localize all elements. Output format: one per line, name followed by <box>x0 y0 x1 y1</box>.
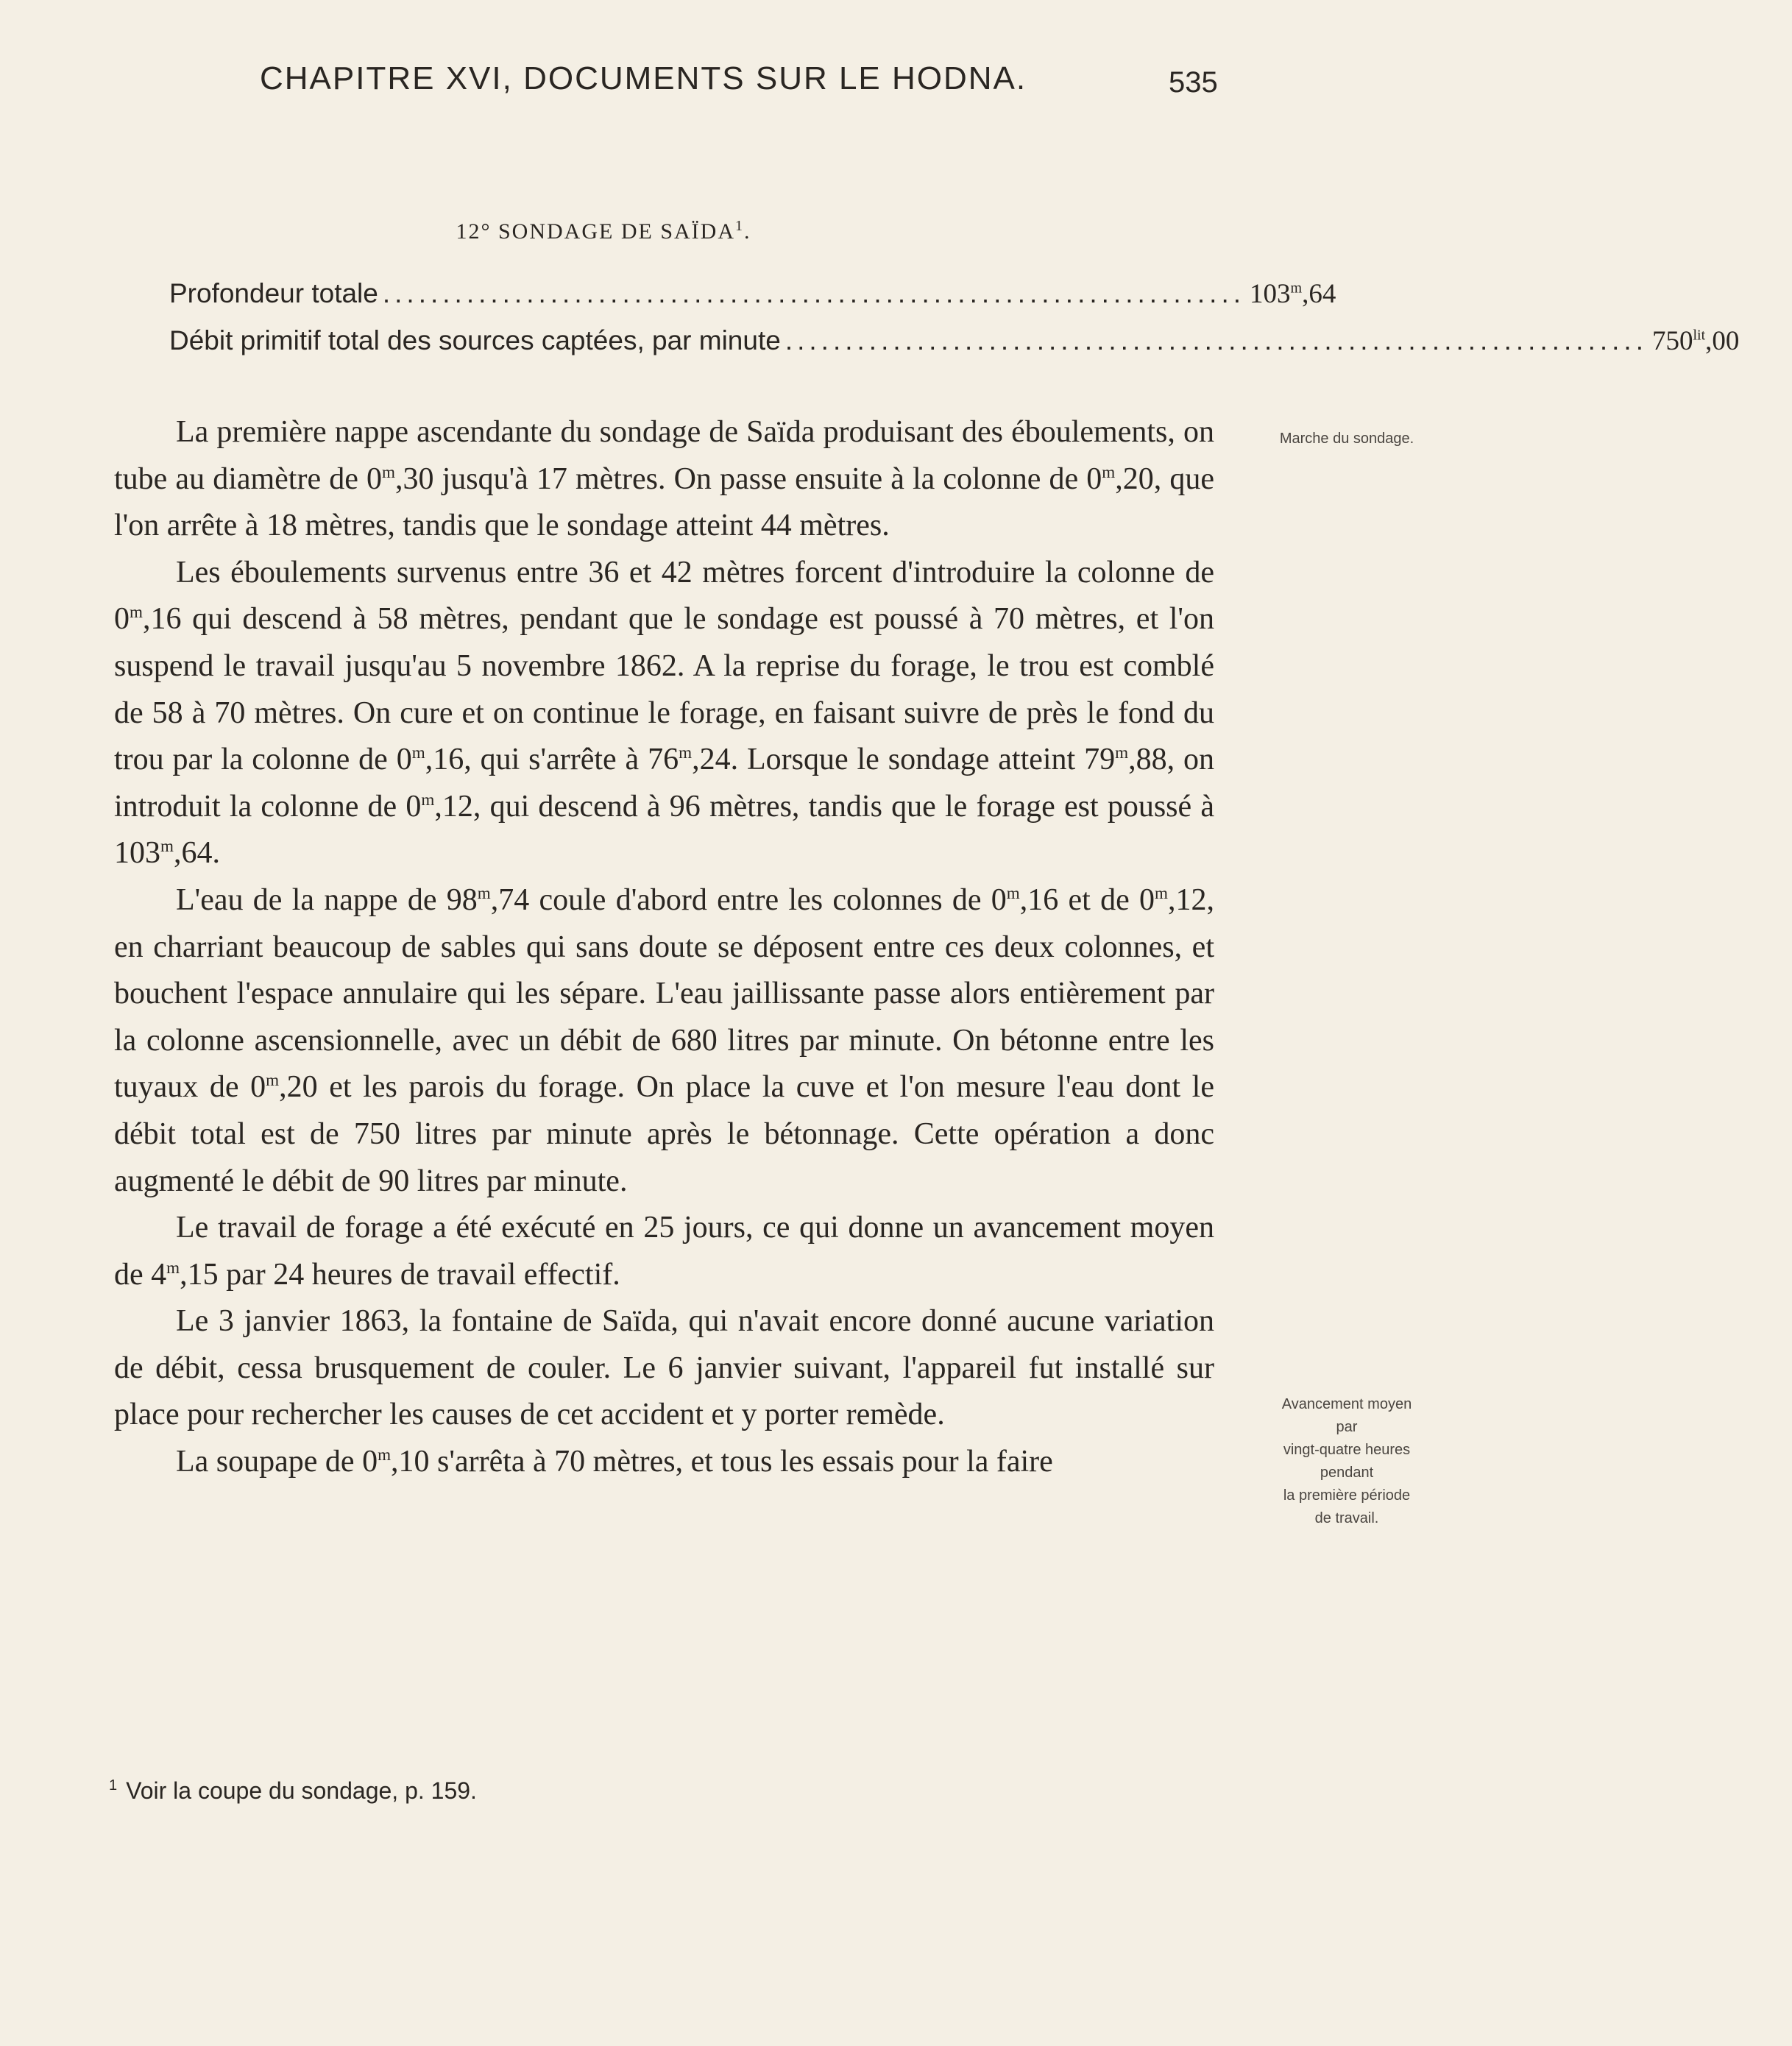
margin-note-avancement: Avancement moyen par vingt-quatre heures pendant la première période de travail. <box>1281 1396 1412 1526</box>
paragraph: La soupape de 0$^m$,10 s'arrêta à 70 mètres, et tous les essais pour la faire <box>176 1445 1053 1479</box>
paragraph: La première nappe ascendante du sondage de Saïda produisant des éboulements, on tube au diamètre de 0$^m$,30 jusqu'à 17 mètres. On passe ensuite à la colonne de 0$^m$,20, que l'on arrête à 18 mètres, tandis que le sondage atteint 44 mètres. <box>114 415 1214 543</box>
margin-note-marche: Marche du sondage. <box>1279 431 1414 447</box>
summary-value: $750^{lit},00$ <box>1651 326 1740 356</box>
paragraph: Le 3 janvier 1863, la fontaine de Saïda, qui n'avait encore donné aucune variation de débit, cessa brusquement de couler. Le 6 janvier suivant, l'appareil fut installé sur place pour rechercher les causes de cet accident et y porter remède. <box>114 1304 1214 1432</box>
section-title: 12° SONDAGE DE SAÏDA$^1$. <box>456 218 751 244</box>
running-title: CHAPITRE XVI, DOCUMENTS SUR LE HODNA. <box>260 60 1027 96</box>
summary-label: Profondeur totale <box>169 278 378 308</box>
paragraph: L'eau de la nappe de 98$^m$,74 coule d'abord entre les colonnes de 0$^m$,16 et de 0$^m$,12, en charriant beaucoup de sables qui sans doute se déposent entre ces deux colonnes, et bouchent l'espace annulaire qui les sépare. L'eau jaillissante passe alors entièrement par la colonne ascensionnelle, avec un débit de 680 litres par minute. On bétonne entre les tuyaux de 0$^m$,20 et les parois du forage. On place la cuve et l'on mesure l'eau dont le débit total est de 750 litres par minute après le bétonnage. Cette opération a donc augmenté le débit de 90 litres par minute. <box>114 882 1214 1198</box>
paragraph: Le travail de forage a été exécuté en 25 jours, ce qui donne un avancement moyen de 4$^m$,15 par 24 heures de travail effectif. <box>114 1211 1214 1292</box>
body-text <box>114 409 1214 1486</box>
paragraph: Les éboulements survenus entre 36 et 42 mètres forcent d'introduire la colonne de 0$^m$,16 qui descend à 58 mètres, pendant que le sondage est poussé à 70 mètres, et l'on suspend le travail jusqu'au 5 novembre 1862. A la reprise du forage, le trou est comblé de 58 à 70 mètres. On cure et on continue le forage, en faisant suivre de près le fond du trou par la colonne de 0$^m$,16, qui s'arrête à 76$^m$,24. Lorsque le sondage atteint 79$^m$,88, on introduit la colonne de 0$^m$,12, qui descend à 96 mètres, tandis que le forage est poussé à 103$^m$,64. <box>114 555 1215 871</box>
footnote-ref: 1 <box>735 218 744 234</box>
summary-row-depth: Profondeur totale ........................................................................ 103$^m$,64 <box>169 278 1111 316</box>
footnote: $^1$ Voir la coupe du sondage, p. 159. <box>109 1777 477 1804</box>
footnote-mark: 1 <box>109 1777 118 1794</box>
summary-row-flow: Débit primitif total des sources captées, par minute ........................................................................ $750^{lit},00$ <box>169 325 1111 364</box>
page-number: 535 <box>1169 66 1218 99</box>
summary-label: Débit primitif total des sources captées, par minute <box>169 325 781 355</box>
summary-value: 103$^m$,64 <box>1250 279 1336 309</box>
